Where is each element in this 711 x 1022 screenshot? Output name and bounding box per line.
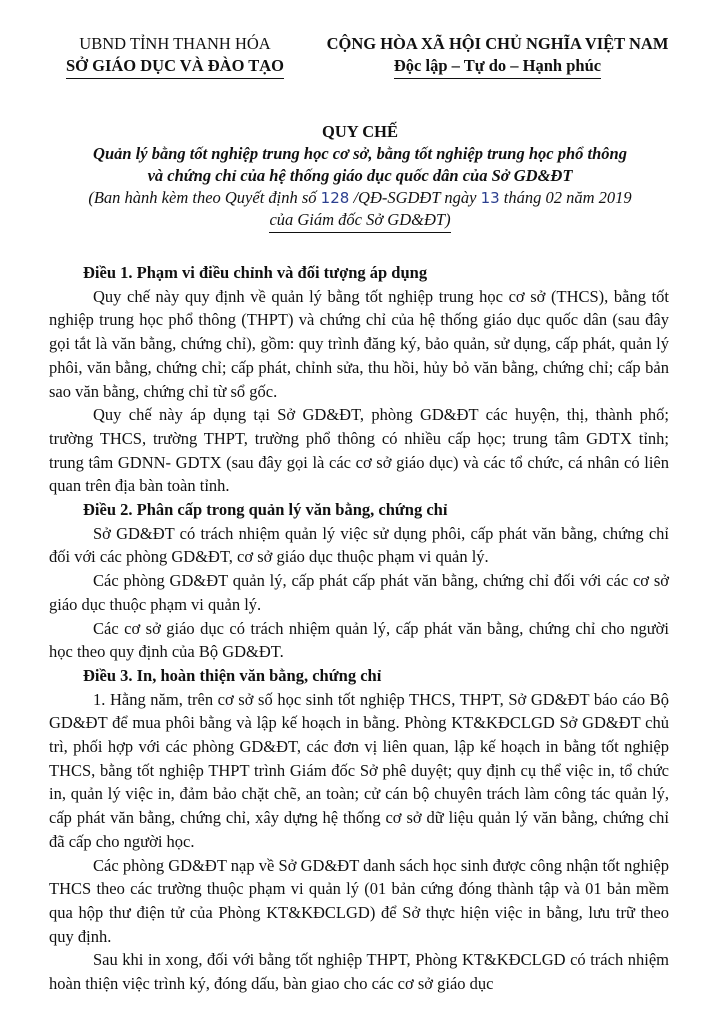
document-title-block [40,121,680,233]
article-2-paragraph-2: Các phòng GD&ĐT quản lý, cấp phát cấp phát văn bằng, chứng chỉ đối với các cơ sở giáo dục thuộc phạm vi quản lý. [49,571,669,614]
document-subtitle-line-1: Quản lý bằng tốt nghiệp trung học cơ sở, bằng tốt nghiệp trung học phổ thông [93,144,627,163]
national-motto: Độc lập – Tự do – Hạnh phúc [394,55,601,79]
issuance-note-line-2 [40,209,680,233]
issuer-department-text: SỞ GIÁO DỤC VÀ ĐÀO TẠO [66,55,284,79]
national-motto-line [300,55,695,79]
article-1-heading: Điều 1. Phạm vi điều chỉnh và đối tượng áp dụng [83,263,428,282]
article-1-paragraph-1: Quy chế này quy định về quản lý bằng tốt nghiệp trung học cơ sở (THCS), bằng tốt nghiệp trung học phổ thông (THPT) và chứng chỉ của hệ thống giáo dục quốc dân (sau đây gọi tắt là văn bằng, chứng chỉ), gồm: quy trình đăng ký, bảo quản, sử dụng, cấp phát, quản lý phôi, văn bằng, chứng chỉ; cấp phát, chỉnh sửa, thu hồi, hủy bỏ văn bằng, chứng chỉ; cấp bản sao văn bằng, chứng chỉ từ sổ gốc. [49,286,669,401]
issuer-header [55,33,295,79]
issuance-text-1: (Ban hành kèm theo Quyết định số [88,188,321,207]
article-3-paragraph-3: Sau khi in xong, đối với bằng tốt nghiệp THPT, Phòng KT&KĐCLGD có trách nhiệm hoàn thiện việc trình ký, đóng dấu, bàn giao cho các cơ sở giáo dục [49,950,669,994]
article-1-paragraph-2: Quy chế này áp dụng tại Sở GD&ĐT, phòng GD&ĐT các huyện, thị, thành phố; trường THCS, trường THPT, trường phổ thông có nhiều cấp học; trung tâm GDTX tỉnh; trung tâm GDNN- GDTX (sau đây gọi là các cơ sở giáo dục) và các tổ chức, cá nhân có liên quan trên địa bàn toàn tỉnh. [49,405,669,496]
article-2-paragraph-1: Sở GD&ĐT có trách nhiệm quản lý việc sử dụng phôi, cấp phát văn bằng, chứng chỉ đối với các phòng GD&ĐT, cơ sở giáo dục thuộc phạm vi quản lý. [49,523,669,567]
document-title: QUY CHẾ [322,122,398,141]
national-title: CỘNG HÒA XÃ HỘI CHỦ NGHĨA VIỆT NAM [326,34,669,53]
document-subtitle-line-2: và chứng chỉ của hệ thống giáo dục quốc dân của Sở GD&ĐT [147,166,573,185]
national-header [300,33,695,79]
article-3-heading: Điều 3. In, hoàn thiện văn bằng, chứng chỉ [83,665,382,685]
decision-number-handwritten: 128 [320,189,350,207]
issuance-text-2: /QĐ-SGDĐT ngày [349,188,481,207]
issuance-authority: của Giám đốc Sở GD&ĐT) [269,209,450,233]
document-body [49,261,669,996]
decision-day-handwritten: 13 [480,189,500,207]
issuer-department [55,55,295,79]
issuance-text-3: tháng 02 năm 2019 [499,188,632,207]
issuance-note-line-1 [40,187,680,209]
issuer-authority: UBND TỈNH THANH HÓA [79,34,271,53]
article-2-paragraph-3: Các cơ sở giáo dục có trách nhiệm quản lý, cấp phát văn bằng, chứng chỉ cho người học theo quy định của Bộ GD&ĐT. [49,618,669,662]
article-3-paragraph-1: 1. Hằng năm, trên cơ sở số học sinh tốt nghiệp THCS, THPT, Sở GD&ĐT báo cáo Bộ GD&ĐT để mua phôi bằng và lập kế hoạch in bằng. Phòng KT&KĐCLGD Sở GD&ĐT chủ trì, phối hợp với các phòng GD&ĐT, các đơn vị liên quan, lập kế hoạch in bằng tốt nghiệp THCS, bằng tốt nghiệp THPT trình Giám đốc Sở phê duyệt; quy định cụ thể việc in, tổ chức in, quản lý việc in, đảm bảo chặt chẽ, an toàn; cử cán bộ chuyên trách làm công tác quản lý, cấp phát văn bằng, chứng chỉ, xây dựng hệ thống cơ sở dữ liệu quản lý văn bằng, chứng chỉ đã cấp cho người học. [49,689,669,851]
article-3-paragraph-2: Các phòng GD&ĐT nạp về Sở GD&ĐT danh sách học sinh được công nhận tốt nghiệp THCS theo các trường thuộc phạm vi quản lý (01 bản cứng đóng thành tập và 01 bản mềm qua hộp thư điện tử của Phòng KT&KĐCLGD) để Sở thực hiện việc in bằng, lưu trữ theo quy định. [49,855,669,946]
article-2-heading: Điều 2. Phân cấp trong quản lý văn bằng, chứng chỉ [83,500,448,520]
